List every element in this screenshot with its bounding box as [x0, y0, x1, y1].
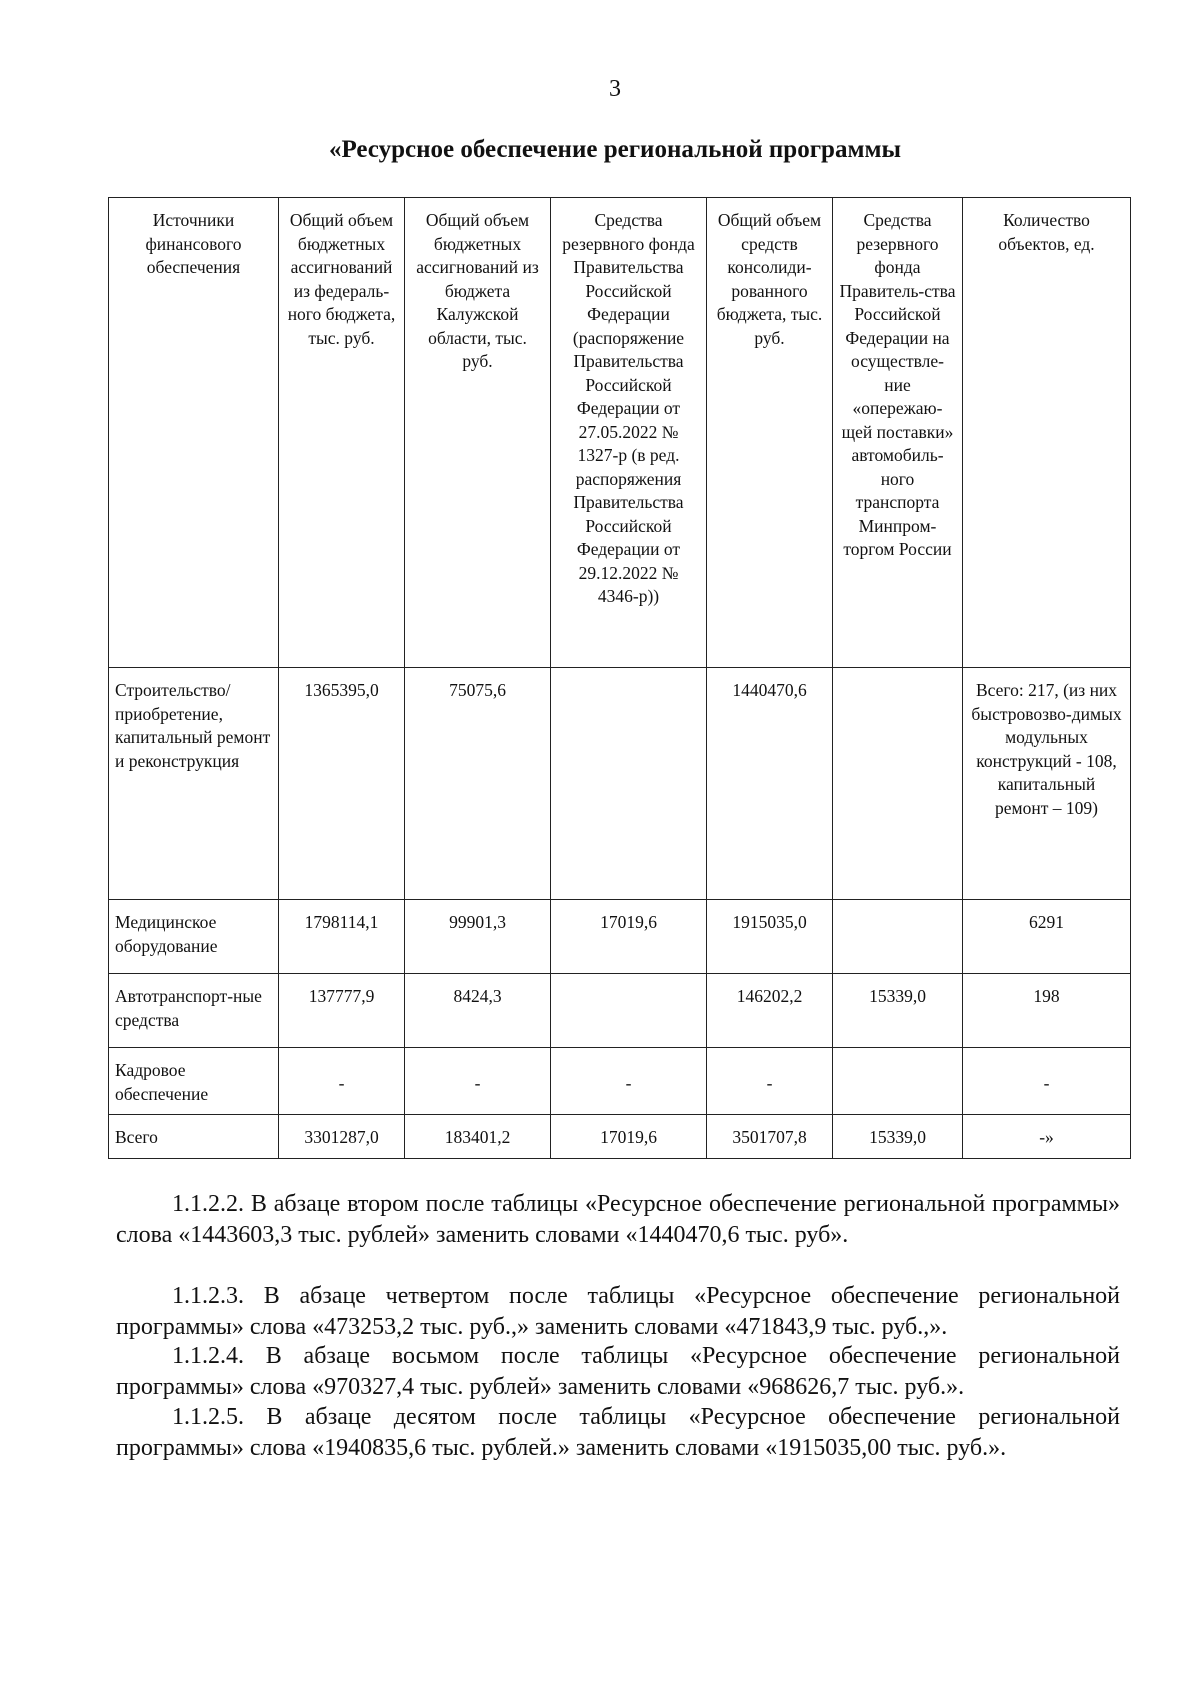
cell-reserve: 17019,6 [551, 1115, 707, 1159]
cell-regional: - [405, 1048, 551, 1115]
cell-consolidated: 146202,2 [707, 974, 833, 1048]
paragraph-1-1-2-5 [116, 1402, 1120, 1464]
cell-reserve-transport: 15339,0 [833, 1115, 963, 1159]
table-row [109, 668, 1131, 900]
header-consolidated-budget: Общий объем средств консолиди-рованного бюджета, тыс. руб. [707, 198, 833, 668]
table-row [109, 1048, 1131, 1115]
cell-count: -» [963, 1115, 1131, 1159]
cell-federal: 3301287,0 [279, 1115, 405, 1159]
paragraph-1-1-2-4 [116, 1341, 1120, 1403]
cell-reserve: - [551, 1048, 707, 1115]
cell-reserve [551, 974, 707, 1048]
table-header-row [109, 198, 1131, 668]
table-row-total [109, 1115, 1131, 1159]
row-label: Всего [109, 1115, 279, 1159]
header-reserve-fund: Средства резервного фонда Правительства Российской Федерации (распоряжение Правительства Российской Федерации от 27.05.2022 № 1327-р (в ред. распоряжения Правительства Российской Федерации от 29.12.2022 № 4346-р)) [551, 198, 707, 668]
paragraph-text: 1.1.2.4. В абзаце восьмом после таблицы «Ресурсное обеспечение региональной программы» слова «970327,4 тыс. рублей» заменить словами «968626,7 тыс. руб.». [116, 1343, 1120, 1400]
cell-count: 6291 [963, 900, 1131, 974]
cell-count: - [963, 1048, 1131, 1115]
header-sources: Источники финансового обеспечения [109, 198, 279, 668]
cell-reserve: 17019,6 [551, 900, 707, 974]
cell-reserve-transport [833, 900, 963, 974]
paragraph-text: 1.1.2.3. В абзаце четвертом после таблицы «Ресурсное обеспечение региональной программы» слова «473253,2 тыс. руб.,» заменить словами «471843,9 тыс. руб.,». [116, 1283, 1120, 1340]
paragraph-text: 1.1.2.5. В абзаце десятом после таблицы «Ресурсное обеспечение региональной программы» слова «1940835,6 тыс. рублей.» заменить словами «1915035,00 тыс. руб.». [116, 1404, 1120, 1461]
cell-regional: 8424,3 [405, 974, 551, 1048]
paragraph-1-1-2-2 [116, 1189, 1120, 1251]
page-number: 3 [609, 76, 621, 102]
cell-regional: 99901,3 [405, 900, 551, 974]
header-regional-budget: Общий объем бюджетных ассигнований из бюджета Калужской области, тыс. руб. [405, 198, 551, 668]
row-label: Автотранспорт-ные средства [109, 974, 279, 1048]
row-label: Кадровое обеспечение [109, 1048, 279, 1115]
table-row [109, 900, 1131, 974]
row-label: Строительство/ приобретение, капитальный ремонт и реконструкция [109, 668, 279, 900]
cell-reserve-transport [833, 1048, 963, 1115]
header-object-count: Количество объектов, ед. [963, 198, 1131, 668]
table-row [109, 974, 1131, 1048]
resource-table [108, 197, 1131, 1159]
cell-consolidated: 3501707,8 [707, 1115, 833, 1159]
cell-consolidated: 1915035,0 [707, 900, 833, 974]
header-federal-budget: Общий объем бюджетных ассигнований из федераль-ного бюджета, тыс. руб. [279, 198, 405, 668]
cell-federal: 1365395,0 [279, 668, 405, 900]
cell-federal: 1798114,1 [279, 900, 405, 974]
cell-federal: 137777,9 [279, 974, 405, 1048]
cell-consolidated: 1440470,6 [707, 668, 833, 900]
paragraph-1-1-2-3 [116, 1281, 1120, 1343]
cell-count: 198 [963, 974, 1131, 1048]
cell-reserve-transport [833, 668, 963, 900]
cell-federal: - [279, 1048, 405, 1115]
paragraph-text: 1.1.2.2. В абзаце втором после таблицы «Ресурсное обеспечение региональной программы» слова «1443603,3 тыс. рублей» заменить словами «1440470,6 тыс. руб». [116, 1191, 1120, 1248]
row-label: Медицинское оборудование [109, 900, 279, 974]
cell-reserve-transport: 15339,0 [833, 974, 963, 1048]
header-reserve-fund-transport: Средства резервного фонда Правитель-ства Российской Федерации на осуществле-ние «опережаю-щей поставки» автомобиль-ного транспорта Минпром-торгом России [833, 198, 963, 668]
cell-regional: 183401,2 [405, 1115, 551, 1159]
cell-reserve [551, 668, 707, 900]
table-title: «Ресурсное обеспечение региональной программы [328, 136, 902, 163]
cell-consolidated: - [707, 1048, 833, 1115]
cell-count: Всего: 217, (из них быстровозво-димых модульных конструкций - 108, капитальный ремонт – 109) [963, 668, 1131, 900]
cell-regional: 75075,6 [405, 668, 551, 900]
